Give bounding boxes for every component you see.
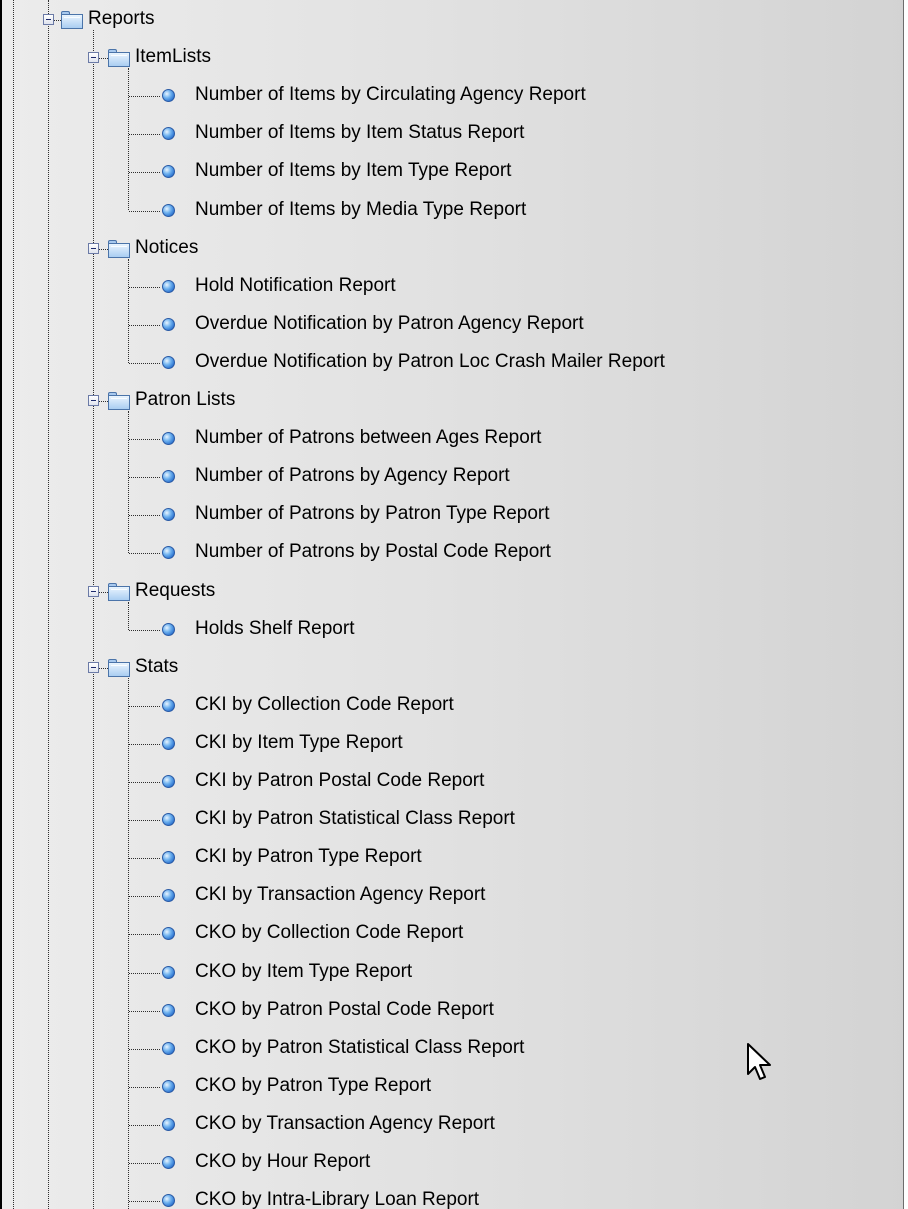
tree-item-report[interactable]: Hold Notification Report bbox=[195, 274, 396, 296]
tree-guide-line bbox=[128, 602, 129, 630]
collapse-icon[interactable] bbox=[88, 662, 99, 673]
report-node-icon bbox=[162, 546, 175, 559]
report-node-icon bbox=[162, 508, 175, 521]
tree-connector bbox=[129, 858, 160, 859]
tree-guide-line bbox=[128, 678, 129, 1209]
report-node-icon bbox=[162, 470, 175, 483]
folder-icon bbox=[61, 11, 83, 29]
tree-connector bbox=[129, 553, 160, 554]
tree-connector bbox=[129, 1087, 160, 1088]
tree-connector bbox=[129, 477, 160, 478]
tree-item-report[interactable]: Number of Patrons by Patron Type Report bbox=[195, 503, 550, 525]
report-node-icon bbox=[162, 1042, 175, 1055]
collapse-icon[interactable] bbox=[88, 243, 99, 254]
tree-connector bbox=[99, 668, 108, 669]
tree-connector bbox=[129, 1163, 160, 1164]
report-node-icon bbox=[162, 966, 175, 979]
tree-guide-line bbox=[128, 68, 129, 210]
tree-connector bbox=[129, 287, 160, 288]
tree-connector bbox=[129, 630, 160, 631]
tree-item-report[interactable]: Number of Items by Circulating Agency Report bbox=[195, 84, 586, 106]
panel-edge-highlight bbox=[904, 0, 908, 1209]
report-node-icon bbox=[162, 813, 175, 826]
tree-item-report[interactable]: CKI by Patron Statistical Class Report bbox=[195, 808, 515, 830]
tree-item-report[interactable]: CKI by Patron Type Report bbox=[195, 846, 422, 868]
tree-item-report[interactable]: Overdue Notification by Patron Agency Report bbox=[195, 312, 584, 334]
tree-guide-line bbox=[48, 0, 49, 14]
tree-connector bbox=[129, 744, 160, 745]
tree-item-report[interactable]: CKO by Transaction Agency Report bbox=[195, 1112, 495, 1134]
tree-folder-notices[interactable]: Notices bbox=[135, 236, 199, 258]
tree-item-report[interactable]: CKI by Collection Code Report bbox=[195, 693, 454, 715]
report-node-icon bbox=[162, 623, 175, 636]
tree-item-report[interactable]: Number of Items by Item Status Report bbox=[195, 122, 525, 144]
tree-connector bbox=[129, 782, 160, 783]
tree-guide-line bbox=[13, 0, 14, 1209]
tree-connector bbox=[129, 706, 160, 707]
tree-folder-requests[interactable]: Requests bbox=[135, 579, 216, 601]
tree-connector bbox=[129, 325, 160, 326]
tree-connector bbox=[129, 934, 160, 935]
tree-folder-patron-lists[interactable]: Patron Lists bbox=[135, 389, 236, 410]
tree-item-report[interactable]: CKO by Patron Postal Code Report bbox=[195, 998, 494, 1020]
tree-node-reports[interactable]: Reports bbox=[88, 8, 155, 29]
tree-connector bbox=[129, 1049, 160, 1050]
mouse-pointer-icon bbox=[746, 1042, 774, 1084]
collapse-icon[interactable] bbox=[43, 14, 54, 25]
tree-connector bbox=[99, 58, 108, 59]
tree-connector bbox=[99, 592, 108, 593]
tree-guide-line bbox=[48, 26, 49, 1209]
report-node-icon bbox=[162, 1118, 175, 1131]
report-node-icon bbox=[162, 1194, 175, 1207]
folder-icon bbox=[108, 49, 130, 67]
folder-icon bbox=[108, 392, 130, 410]
tree-connector bbox=[129, 1125, 160, 1126]
folder-icon bbox=[108, 659, 130, 677]
tree-connector bbox=[129, 515, 160, 516]
tree-connector bbox=[129, 134, 160, 135]
tree-connector bbox=[129, 896, 160, 897]
tree-guide-line bbox=[128, 411, 129, 553]
report-node-icon bbox=[162, 432, 175, 445]
tree-item-report[interactable]: Number of Patrons by Postal Code Report bbox=[195, 541, 551, 563]
report-node-icon bbox=[162, 165, 175, 178]
tree-item-report[interactable]: Number of Patrons by Agency Report bbox=[195, 465, 510, 487]
tree-item-report[interactable]: Number of Patrons between Ages Report bbox=[195, 427, 542, 449]
tree-item-report[interactable]: CKI by Patron Postal Code Report bbox=[195, 770, 485, 791]
tree-item-report[interactable]: CKO by Patron Statistical Class Report bbox=[195, 1036, 525, 1058]
tree-connector bbox=[129, 973, 160, 974]
report-node-icon bbox=[162, 89, 175, 102]
report-node-icon bbox=[162, 737, 175, 750]
tree-item-report[interactable]: CKO by Patron Type Report bbox=[195, 1074, 432, 1096]
report-node-icon bbox=[162, 127, 175, 140]
tree-item-report[interactable]: CKI by Item Type Report bbox=[195, 731, 403, 753]
collapse-icon[interactable] bbox=[88, 395, 99, 406]
tree-item-report[interactable]: Number of Items by Item Type Report bbox=[195, 160, 512, 182]
tree-item-report[interactable]: Number of Items by Media Type Report bbox=[195, 198, 527, 220]
tree-connector bbox=[54, 20, 61, 21]
tree-connector bbox=[99, 249, 108, 250]
tree-item-report[interactable]: CKO by Hour Report bbox=[195, 1151, 371, 1172]
report-node-icon bbox=[162, 699, 175, 712]
tree-guide-line bbox=[128, 259, 129, 363]
tree-item-report[interactable]: CKO by Collection Code Report bbox=[195, 922, 464, 944]
collapse-icon[interactable] bbox=[88, 586, 99, 597]
report-node-icon bbox=[162, 318, 175, 331]
tree-item-report[interactable]: CKO by Item Type Report bbox=[195, 960, 413, 982]
report-node-icon bbox=[162, 775, 175, 788]
tree-connector bbox=[129, 172, 160, 173]
report-node-icon bbox=[162, 889, 175, 902]
collapse-icon[interactable] bbox=[88, 52, 99, 63]
report-node-icon bbox=[162, 851, 175, 864]
tree-connector bbox=[129, 1201, 160, 1202]
report-node-icon bbox=[162, 927, 175, 940]
folder-icon bbox=[108, 240, 130, 258]
tree-connector bbox=[129, 96, 160, 97]
tree-guide-line bbox=[93, 30, 94, 1209]
tree-connector bbox=[129, 820, 160, 821]
report-node-icon bbox=[162, 280, 175, 293]
tree-connector bbox=[99, 401, 108, 402]
report-node-icon bbox=[162, 1156, 175, 1169]
report-node-icon bbox=[162, 1004, 175, 1017]
report-node-icon bbox=[162, 204, 175, 217]
report-node-icon bbox=[162, 1080, 175, 1093]
tree-item-report[interactable]: CKO by Intra-Library Loan Report bbox=[195, 1189, 480, 1209]
tree-connector bbox=[129, 363, 160, 364]
tree-connector bbox=[129, 1011, 160, 1012]
tree-item-report[interactable]: CKI by Transaction Agency Report bbox=[195, 884, 486, 906]
folder-icon bbox=[108, 583, 130, 601]
panel-border-left bbox=[0, 0, 2, 1209]
tree-folder-stats[interactable]: Stats bbox=[135, 655, 179, 677]
report-node-icon bbox=[162, 356, 175, 369]
tree-item-report[interactable]: Overdue Notification by Patron Loc Crash Mailer Report bbox=[195, 350, 665, 372]
tree-item-report[interactable]: Holds Shelf Report bbox=[195, 617, 355, 639]
tree-folder-itemlists[interactable]: ItemLists bbox=[135, 46, 212, 68]
tree-connector bbox=[129, 211, 160, 212]
tree-connector bbox=[129, 439, 160, 440]
